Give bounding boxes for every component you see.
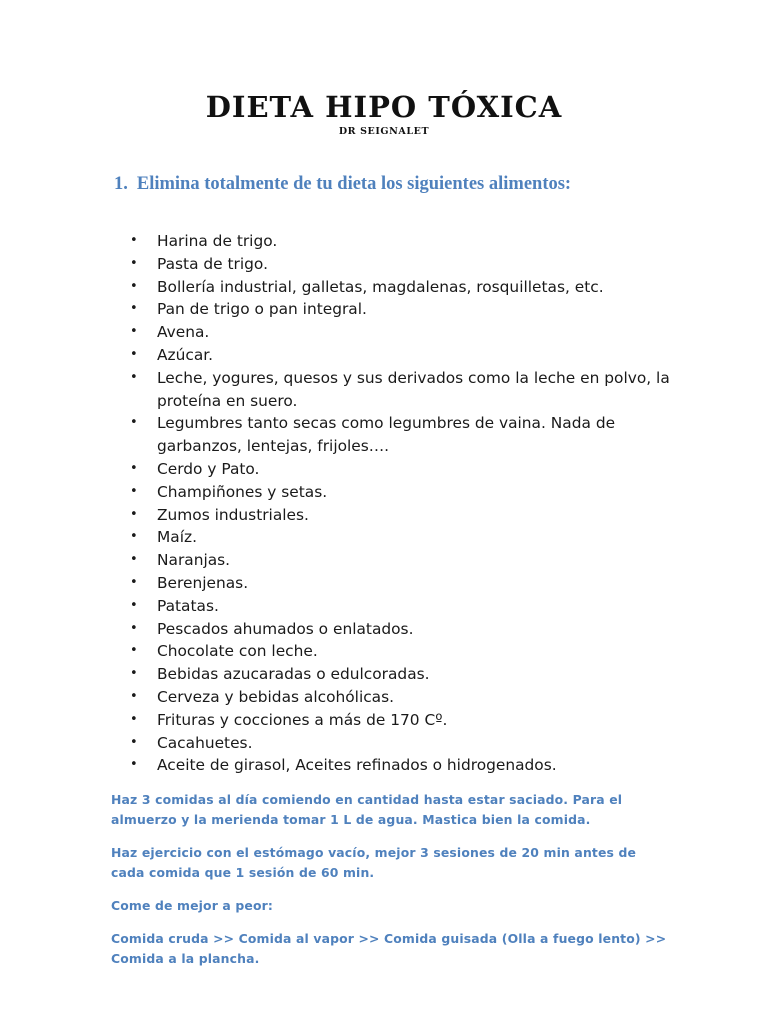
note-meals: Haz 3 comidas al día comiendo en cantidad hasta estar saciado. Para el almuerzo y la merienda tomar 1 L de agua. Mastica bien la comida.	[111, 792, 623, 827]
list-item-text: Pescados ahumados o enlatados.	[157, 619, 414, 638]
list-item-text: Legumbres tanto secas como legumbres de vaina. Nada de garbanzos, lentejas, frijoles….	[157, 414, 616, 456]
list-item	[130, 253, 690, 276]
list-item	[130, 640, 690, 663]
bullet-icon: •	[130, 620, 138, 636]
bullet-icon: •	[130, 460, 138, 476]
bullet-icon: •	[130, 597, 138, 613]
list-item	[130, 344, 690, 367]
list-item-text: Pasta de trigo.	[157, 254, 268, 273]
list-item-text: Berenjenas.	[157, 573, 249, 592]
list-item	[130, 321, 690, 344]
list-item	[130, 663, 690, 686]
list-item-text: Bebidas azucaradas o edulcoradas.	[157, 665, 430, 684]
list-item-text: Chocolate con leche.	[157, 642, 318, 661]
list-item	[130, 754, 690, 777]
bullet-icon: •	[130, 324, 138, 340]
bullet-icon: •	[130, 643, 138, 659]
list-item-text: Bollería industrial, galletas, magdalenas, rosquilletas, etc.	[157, 277, 604, 296]
bullet-icon: •	[130, 552, 138, 568]
list-item	[130, 732, 690, 755]
bullet-icon: •	[130, 233, 138, 248]
bullet-icon: •	[130, 301, 138, 317]
list-item	[130, 412, 690, 458]
list-item-text: Aceite de girasol, Aceites refinados o hidrogenados.	[157, 756, 557, 775]
list-item-text: Zumos industriales.	[157, 505, 309, 524]
bullet-icon: •	[130, 529, 138, 545]
list-item	[130, 298, 690, 321]
food-list	[130, 230, 690, 777]
list-item	[130, 504, 690, 527]
list-item-text: Leche, yogures, quesos y sus derivados como la leche en polvo, la proteína en suero.	[157, 368, 670, 410]
list-item	[130, 618, 690, 641]
list-item-text: Naranjas.	[157, 551, 231, 570]
list-item-text: Patatas.	[157, 596, 219, 615]
list-item	[130, 458, 690, 481]
list-item-text: Cacahuetes.	[157, 733, 253, 752]
list-item	[130, 709, 690, 732]
list-item-text: Maíz.	[157, 528, 197, 547]
document-subtitle: DR SEIGNALET	[338, 126, 430, 137]
list-item-text: Azúcar.	[157, 345, 214, 364]
list-item-text: Frituras y cocciones a más de 170 Cº.	[157, 710, 448, 729]
list-item-text: Harina de trigo.	[157, 232, 278, 250]
list-item-text: Pan de trigo o pan integral.	[157, 300, 367, 319]
bullet-icon: •	[130, 688, 138, 704]
list-item-text: Avena.	[157, 323, 210, 342]
list-item	[130, 276, 690, 299]
bullet-icon: •	[130, 346, 138, 362]
list-item	[130, 230, 690, 253]
list-item-text: Cerdo y Pato.	[157, 459, 260, 478]
bullet-icon: •	[130, 574, 138, 590]
section-heading-text: Elimina totalmente de tu dieta los siguientes alimentos:	[136, 174, 572, 194]
bullet-icon: •	[130, 666, 138, 682]
list-item	[130, 526, 690, 549]
bullet-icon: •	[130, 278, 138, 294]
bullet-icon: •	[130, 506, 138, 522]
list-item	[130, 595, 690, 618]
note-cooking-ranking: Comida cruda >> Comida al vapor >> Comida guisada (Olla a fuego lento) >> Comida a la plancha.	[111, 931, 667, 966]
bullet-icon: •	[130, 255, 138, 271]
list-item	[130, 549, 690, 572]
section-heading	[114, 174, 571, 195]
bullet-icon: •	[130, 369, 138, 385]
list-item	[130, 367, 690, 413]
list-item-text: Champiñones y setas.	[157, 482, 328, 501]
section-number: 1.	[114, 174, 128, 194]
list-item	[130, 572, 690, 595]
list-item	[130, 481, 690, 504]
document-title: DIETA HIPO TÓXICA	[205, 90, 563, 124]
bullet-icon: •	[130, 734, 138, 750]
note-ranking-intro: Come de mejor a peor:	[111, 898, 273, 913]
list-item-text: Cerveza y bebidas alcohólicas.	[157, 687, 395, 706]
bullet-icon: •	[130, 415, 138, 431]
list-item	[130, 686, 690, 709]
bullet-icon: •	[130, 711, 138, 727]
bullet-icon: •	[130, 757, 138, 773]
note-exercise: Haz ejercicio con el estómago vacío, mejor 3 sesiones de 20 min antes de cada comida que 1 sesión de 60 min.	[111, 845, 637, 880]
bullet-icon: •	[130, 483, 138, 499]
